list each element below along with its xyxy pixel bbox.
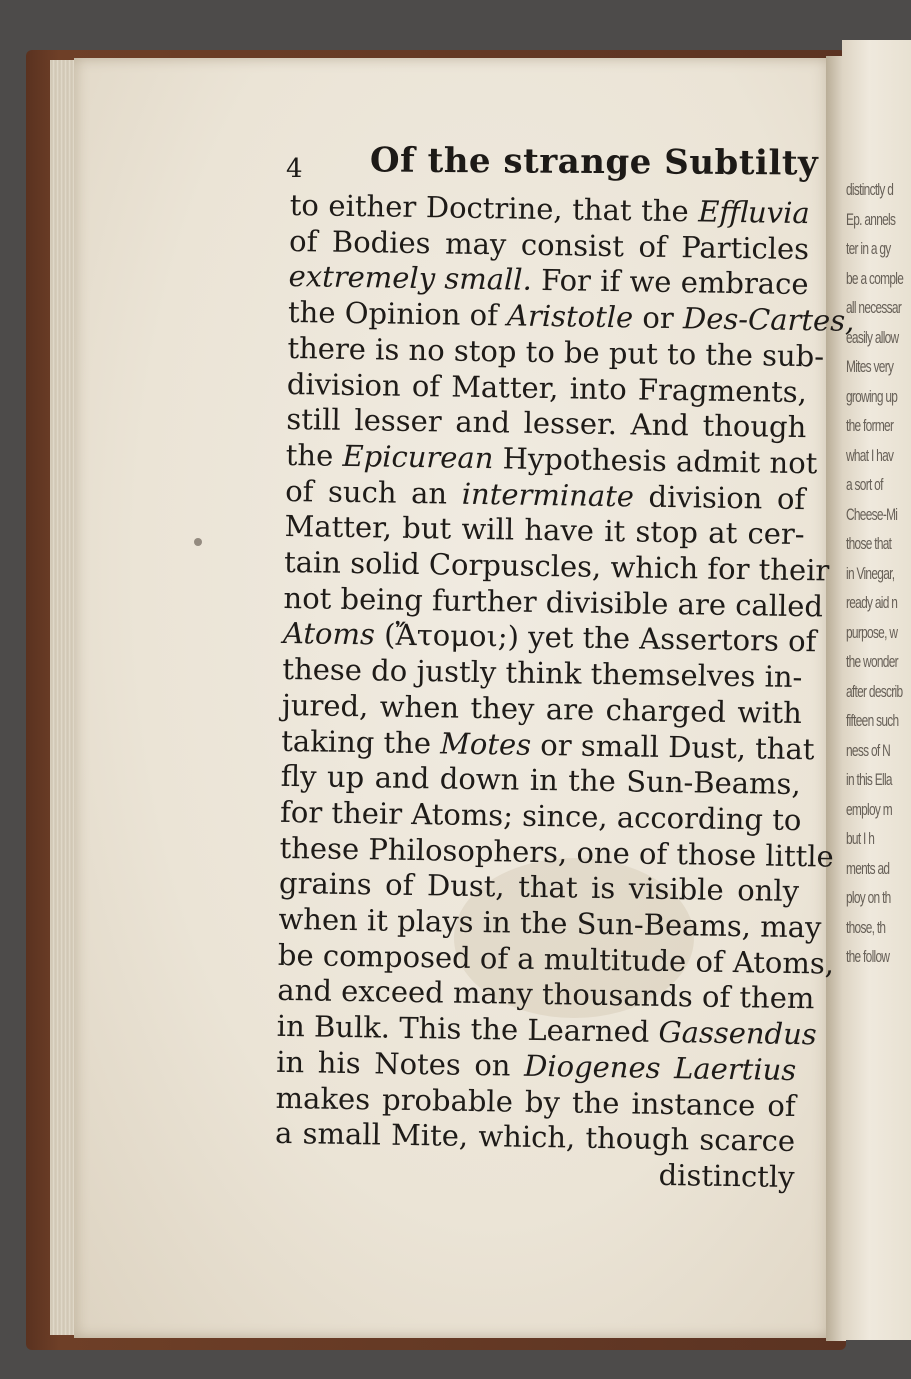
facing-page-fragment: ness of N	[846, 740, 890, 760]
text-line: there is no stop to be put to the sub-	[287, 330, 825, 374]
facing-page-fragment: the wonder	[846, 652, 898, 671]
facing-page-fragment: those, th	[846, 917, 886, 937]
facing-page-fragment: ploy on th	[846, 888, 891, 907]
text-line: Atoms (Ἄτομοι;) yet the Assertors of	[282, 616, 817, 659]
text-line: the Epicurean Hypothesis admit not	[285, 437, 818, 481]
body-text	[274, 188, 855, 1196]
facing-page-fragment: the former	[846, 416, 894, 435]
facing-page-fragment: purpose, w	[846, 622, 898, 642]
facing-page-fragment: Cheese-Mi	[846, 504, 898, 524]
facing-page-fragment: Mites very	[846, 357, 894, 376]
text-line: taking the Motes or small Dust, that	[281, 723, 815, 766]
text-line: in Bulk. This the Learned Gassendus	[276, 1009, 817, 1052]
text-line: not being further divisible are called	[283, 580, 824, 624]
page-header	[286, 142, 846, 192]
text-line: these do justly think themselves in-	[282, 652, 803, 695]
text-line: division of Matter, into Fragments,	[286, 366, 808, 409]
text-line: be composed of a multitude of Atoms,	[277, 937, 835, 981]
text-line: to either Doctrine, that the Effluvia	[289, 188, 810, 231]
text-line: extremely small. For if we embrace	[288, 259, 809, 302]
text-line: and exceed many thousands of them	[277, 973, 815, 1016]
text-line: these Philosophers, one of those little	[279, 830, 835, 874]
facing-page-fragment: the follow	[846, 947, 890, 966]
facing-page-fragment: fifteen such	[846, 711, 899, 730]
text-line: the Opinion of Aristotle or Des-Cartes,	[287, 295, 855, 338]
facing-page-fragment: ments ad	[846, 858, 890, 878]
ink-spot	[194, 538, 202, 546]
text-line: grains of Dust, that is visible only	[278, 866, 800, 909]
facing-page-fragment: a sort of	[846, 475, 883, 494]
text-line: jured, when they are charged with	[281, 687, 803, 730]
running-title: Of the strange Subtilty	[369, 140, 819, 184]
facing-page-fragment: all necessar	[846, 298, 902, 317]
text-line: fly up and down in the Sun-Beams,	[280, 759, 801, 802]
text-line: in his Notes on Diogenes Laertius	[276, 1044, 797, 1087]
facing-page-fragment: distinctly d	[846, 180, 894, 199]
facing-page-fragment: ter in a gy	[846, 239, 891, 258]
text-line: makes probable by the instance of	[275, 1080, 796, 1123]
text-line: of Bodies may consist of Particles	[288, 223, 810, 266]
facing-page-fragment: in this Ella	[846, 770, 892, 789]
facing-page-fragment: Ep. annels	[846, 209, 896, 229]
facing-page-fragment: in Vinegar,	[846, 563, 895, 583]
facing-page-fragment: growing up	[846, 386, 898, 406]
text-line: for their Atoms; since, according to	[279, 794, 802, 838]
catchword: distinctly	[658, 1157, 795, 1195]
facing-page-fragment: but I h	[846, 829, 875, 848]
facing-page-fragment: those that	[846, 534, 892, 553]
text-line: of such an interminate division of	[284, 473, 806, 516]
facing-page-fragment: ready aid n	[846, 593, 898, 612]
page-number: 4	[286, 154, 303, 184]
text-line: still lesser and lesser. And though	[286, 402, 807, 445]
facing-page-fragment: be a comple	[846, 268, 904, 288]
text-line: when it plays in the Sun-Beams, may	[278, 901, 822, 945]
text-line: Matter, but will have it stop at cer-	[284, 509, 805, 552]
facing-page-fragment: easily allow	[846, 327, 899, 347]
facing-page	[842, 40, 911, 1340]
facing-page-fragment: employ m	[846, 799, 892, 819]
facing-page-fragment: after describ	[846, 681, 903, 701]
text-line: tain solid Corpuscles, which for their	[283, 544, 830, 588]
facing-page-fragment: what I hav	[846, 445, 894, 465]
text-line: a small Mite, which, though scarce	[274, 1116, 796, 1159]
